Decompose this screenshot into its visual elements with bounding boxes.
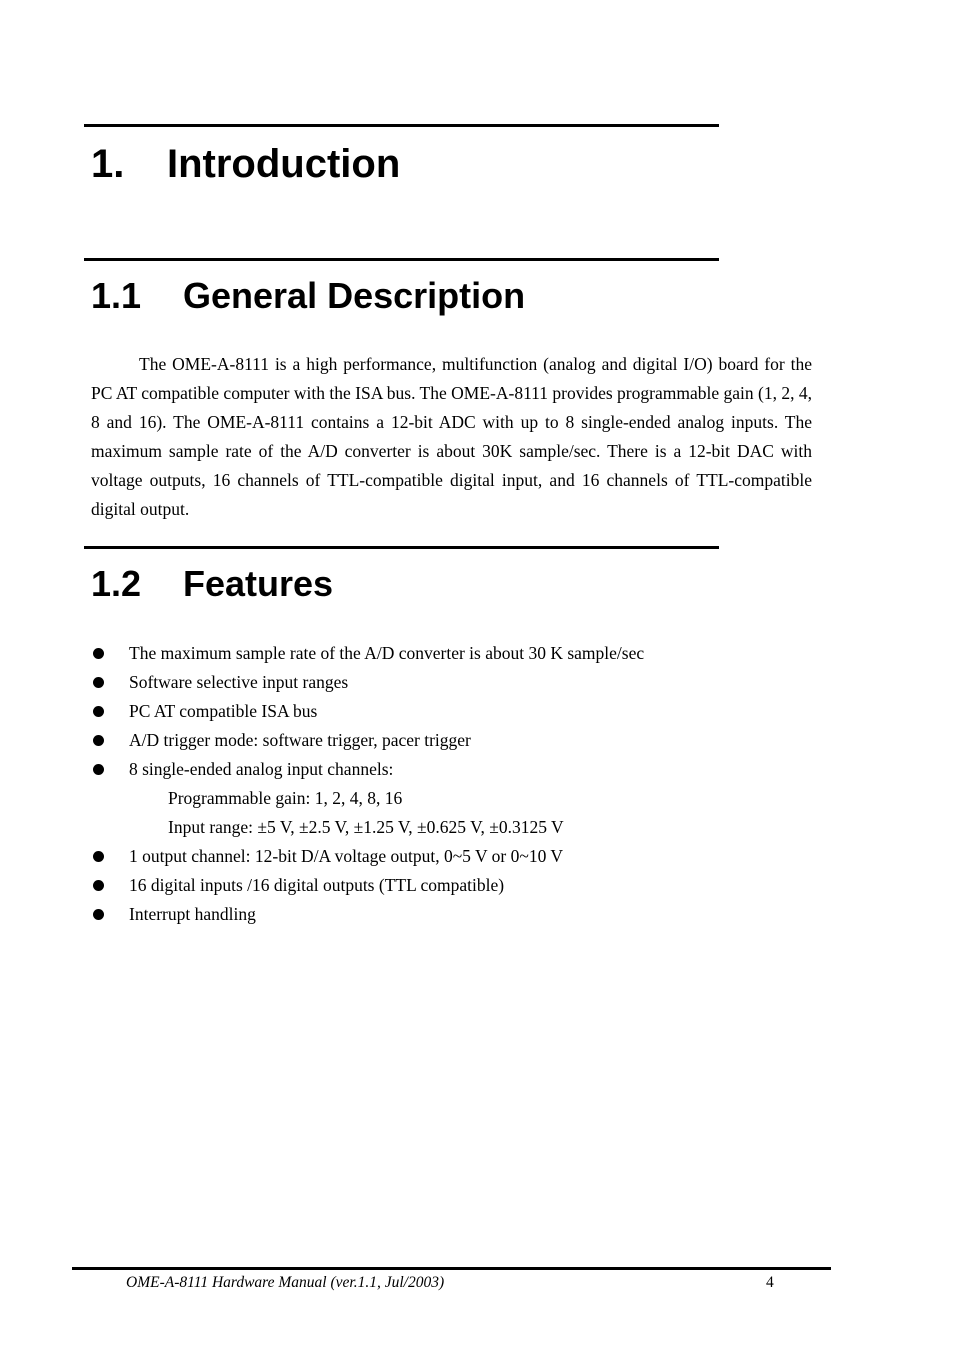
feature-text: Interrupt handling	[129, 904, 256, 924]
list-item	[91, 697, 831, 726]
chapter-title: Introduction	[167, 142, 401, 186]
list-item	[91, 726, 831, 755]
chapter-number: 1.	[91, 142, 125, 186]
sub-list-item	[91, 784, 831, 813]
feature-text: The maximum sample rate of the A/D converter is about 30 K sample/sec	[129, 643, 645, 663]
section-heading-features	[91, 563, 334, 604]
section-title: General Description	[183, 275, 526, 316]
section-heading-general-description	[91, 275, 526, 316]
feature-text: 16 digital inputs /16 digital outputs (TTL compatible)	[129, 875, 505, 895]
feature-text: Software selective input ranges	[129, 672, 349, 692]
bullet-icon	[93, 851, 104, 862]
bullet-icon	[93, 880, 104, 891]
chapter-heading	[91, 144, 400, 184]
sub-list-item	[91, 813, 831, 842]
bullet-icon	[93, 909, 104, 920]
footer-rule	[72, 1267, 831, 1270]
list-item	[91, 900, 831, 929]
section-title: Features	[183, 563, 334, 604]
feature-text: 1 output channel: 12-bit D/A voltage output, 0~5 V or 0~10 V	[129, 846, 564, 866]
chapter-rule	[84, 124, 719, 127]
section-number: 1.2	[91, 563, 142, 604]
sub-feature-text: Programmable gain: 1, 2, 4, 8, 16	[168, 788, 403, 808]
bullet-icon	[93, 735, 104, 746]
feature-text: A/D trigger mode: software trigger, pacer trigger	[129, 730, 471, 750]
bullet-icon	[93, 648, 104, 659]
sub-feature-text: Input range: ±5 V, ±2.5 V, ±1.25 V, ±0.625 V, ±0.3125 V	[168, 817, 564, 837]
list-item	[91, 755, 831, 784]
list-item	[91, 871, 831, 900]
general-description-paragraph: The OME-A-8111 is a high performance, multifunction (analog and digital I/O) board for the PC AT compatible computer with the ISA bus. The OME-A-8111 provides programmable gain (1, 2, 4, 8 and 16). The OME-A-8111 contains a 12-bit ADC with up to 8 single-ended analog inputs. The maximum sample rate of the A/D converter is about 30K sample/sec. There is a 12-bit DAC with voltage outputs, 16 channels of TTL-compatible digital input, and 16 channels of TTL-compatible digital output.	[91, 354, 812, 519]
list-item	[91, 668, 831, 697]
features-list	[91, 639, 831, 929]
list-item	[91, 842, 831, 871]
bullet-icon	[93, 677, 104, 688]
section-number: 1.1	[91, 275, 142, 316]
section-rule-general	[84, 258, 719, 261]
feature-text: PC AT compatible ISA bus	[129, 701, 318, 721]
section-rule-features	[84, 546, 719, 549]
bullet-icon	[93, 706, 104, 717]
list-item	[91, 639, 831, 668]
bullet-icon	[93, 764, 104, 775]
feature-text: 8 single-ended analog input channels:	[129, 759, 394, 779]
footer-title: OME-A-8111 Hardware Manual (ver.1.1, Jul/2003)	[126, 1274, 445, 1291]
page-number: 4	[766, 1274, 774, 1291]
